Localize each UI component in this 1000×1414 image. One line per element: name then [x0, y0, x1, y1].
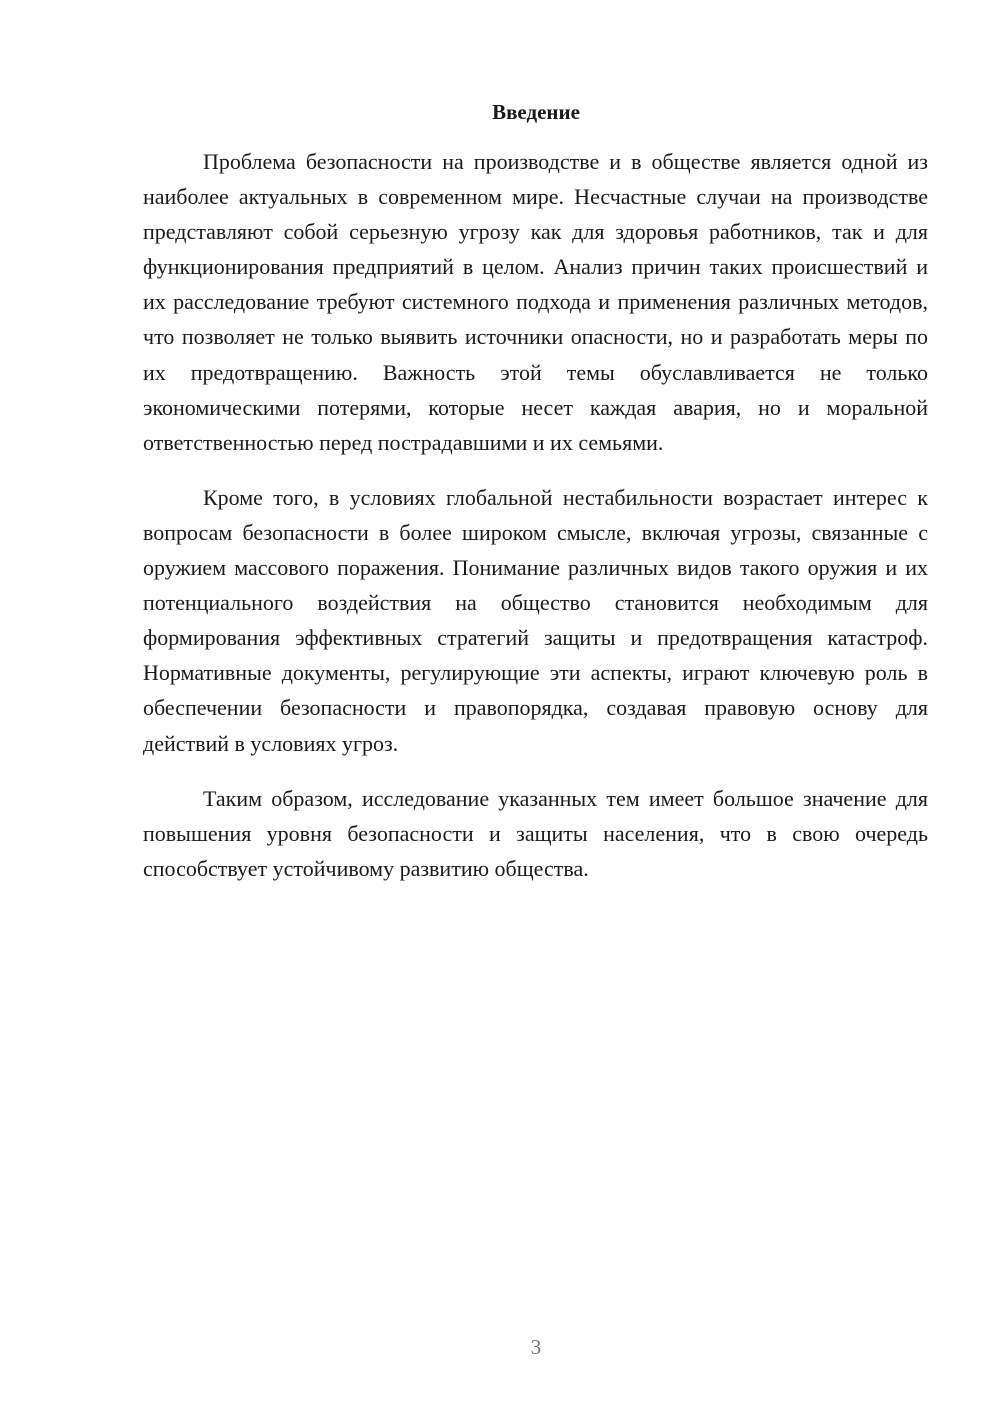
body-text [143, 144, 928, 906]
section-heading: Введение [492, 100, 580, 124]
paragraph-2: Кроме того, в условиях глобальной нестабильности возрастает интерес к вопросам безопасности в более широком смысле, включая угрозы, связанные с оружием массового поражения. Понимание различных видов такого оружия и их потенциального воздействия на общество становится необходимым для формирования эффективных стратегий защиты и предотвращения катастроф. Нормативные документы, регулирующие эти аспекты, играют ключевую роль в обеспечении безопасности и правопорядка, создавая правовую основу для действий в условиях угроз. [143, 484, 928, 756]
paragraph-1: Проблема безопасности на производстве и в обществе является одной из наиболее актуальных в современном мире. Несчастные случаи на производстве представляют собой серьезную угрозу как для здоровья работников, так и для функционирования предприятий в целом. Анализ причин таких происшествий и их расследование требуют системного подхода и применения различных методов, что позволяет не только выявить источники опасности, но и разработать меры по их предотвращению. Важность этой темы обуславливается не только экономическими потерями, которые несет каждая авария, но и моральной ответственностью перед пострадавшими и их семьями. [143, 149, 928, 455]
paragraph-3: Таким образом, исследование указанных тем имеет большое значение для повышения уровня безопасности и защиты населения, что в свою очередь способствует устойчивому развитию общества. [143, 785, 928, 881]
page-number: 3 [530, 1335, 542, 1359]
